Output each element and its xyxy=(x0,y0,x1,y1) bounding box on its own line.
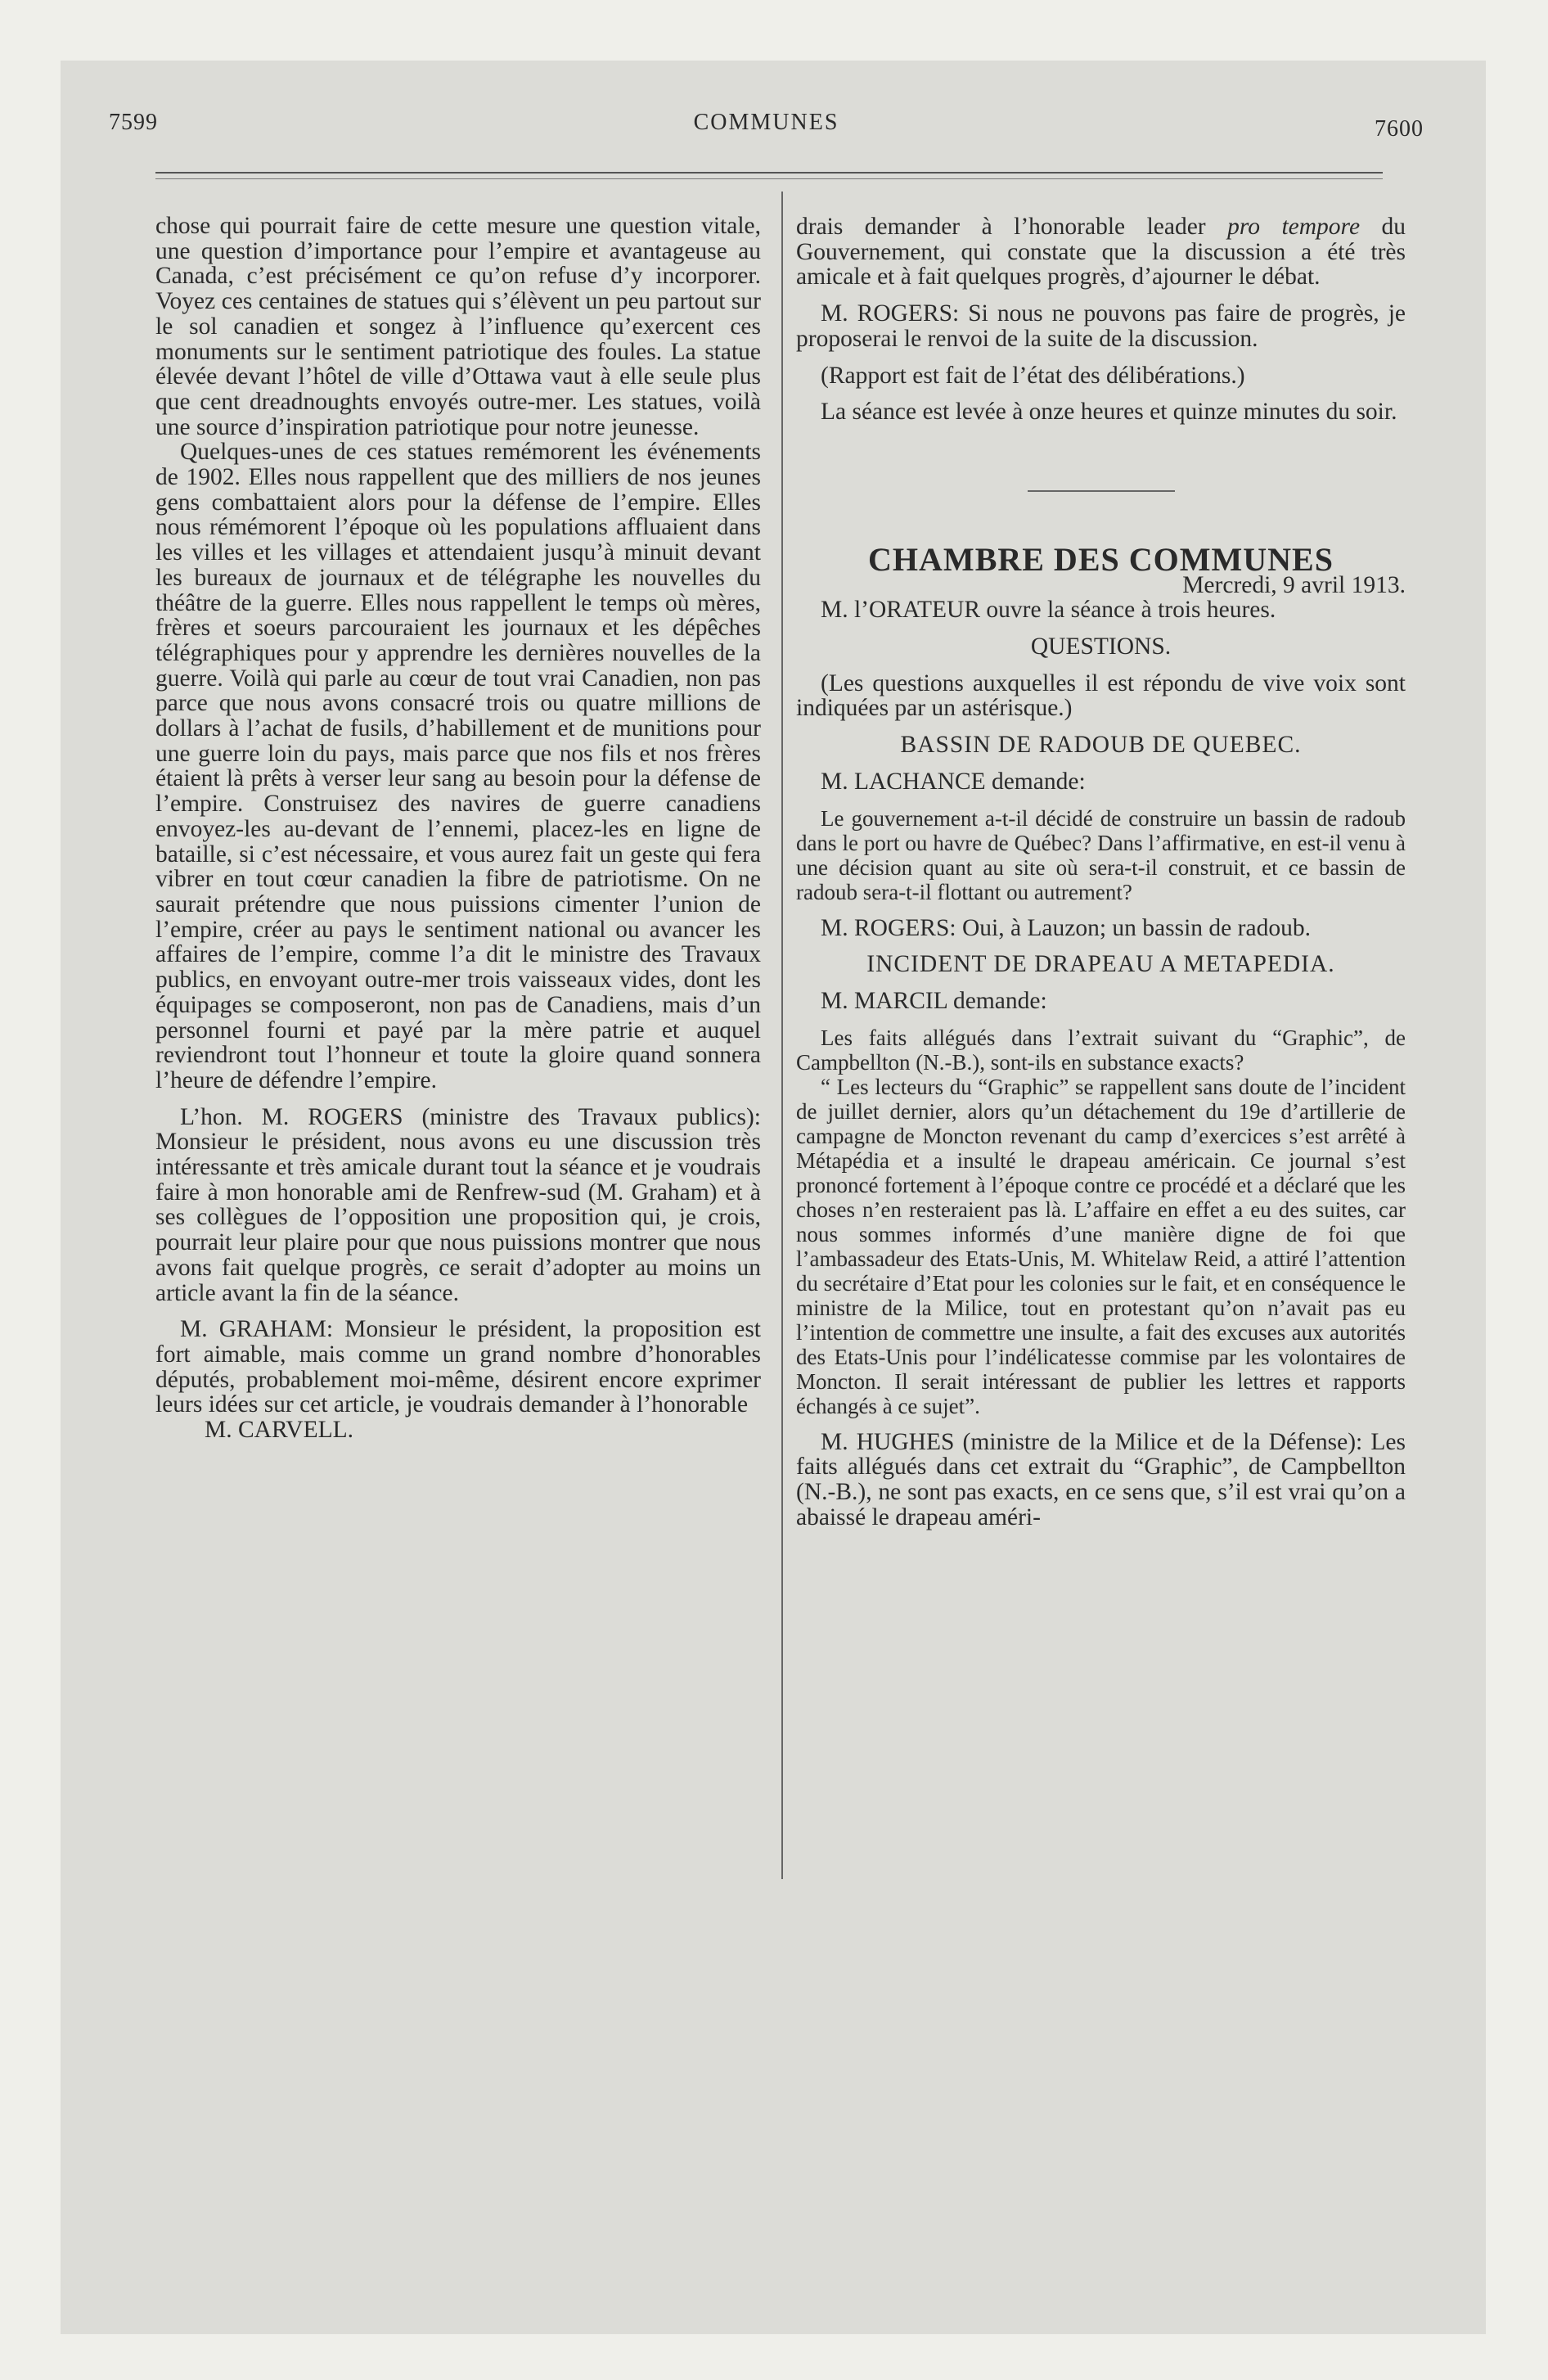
header-rule xyxy=(155,172,1383,174)
quoted-question: Le gouvernement a-t-il décidé de construire un bassin de radoub dans le port ou havre de Québec? Dans l’affirmative, en est-il venu à une décision quant au site où sera-t-il construit, et ce bassin de radoub sera-t-il flottant ou autrement? xyxy=(796,805,1406,904)
left-column xyxy=(155,214,761,1443)
right-paragraph: (Rapport est fait de l’état des délibérations.) xyxy=(821,362,1245,389)
right-paragraph: M. LACHANCE demande: xyxy=(821,768,1086,795)
right-paragraph xyxy=(796,214,1406,290)
right-column xyxy=(796,214,1406,1530)
left-paragraph: chose qui pourrait faire de cette mesure une question vitale, une question d’importance pour l’empire et avantageuse au Canada, c’est précisément ce qu’on refuse d’y incorporer. Voyez ces centaines de statues qui s’élèvent un peu partout sur le sol canadien et songez à l’influence qu’exercent ces monuments sur le sentiment patriotique des foules. La statue élevée devant l’hôtel de ville d’Ottawa vaut à elle seule plus que cent dreadnoughts envoyés outre-mer. Les statues, voilà une source d’inspiration patriotique pour notre jeunesse. xyxy=(155,213,761,440)
right-paragraph: M. MARCIL demande: xyxy=(821,987,1047,1014)
quoted-question: Les faits allégués dans l’extrait suivant du “Graphic”, de Campbellton (N.-B.), sont-ils en substance exacts? xyxy=(796,1025,1406,1075)
text-run: drais demander à l’honorable leader xyxy=(796,214,1228,240)
speaker-name: M. CARVELL. xyxy=(205,1417,354,1444)
text-run: du Gouvernement, qui constate que la discussion a été très amicale et à fait quelques progrès, d’ajourner le débat. xyxy=(796,214,1406,291)
page-header xyxy=(109,110,1424,151)
right-paragraph: M. ROGERS: Si nous ne pouvons pas faire de progrès, je proposerai le renvoi de la suite de la discussion. xyxy=(796,300,1406,352)
page-number-left: 7599 xyxy=(109,110,158,135)
right-paragraph: M. HUGHES (ministre de la Milice et de la Défense): Les faits allégués dans cet extrait du “Graphic”, de Campbellton (N.-B.), ne sont pas exacts, en ce sens que, s’il est vrai qu’on a abaissé le drapeau améri- xyxy=(796,1428,1406,1530)
right-paragraph: M. ROGERS: Oui, à Lauzon; un bassin de radoub. xyxy=(821,914,1311,941)
subheading-incident: INCIDENT DE DRAPEAU A METAPEDIA. xyxy=(866,951,1335,978)
page-title: COMMUNES xyxy=(693,110,839,135)
sitting-date: Mercredi, 9 avril 1913. xyxy=(1182,571,1406,598)
right-paragraph: M. l’ORATEUR ouvre la séance à trois heures. xyxy=(821,597,1276,624)
italic-text: pro tempore xyxy=(1227,214,1361,240)
questions-heading: QUESTIONS. xyxy=(1030,633,1172,660)
chamber-title: CHAMBRE DES COMMUNES xyxy=(868,540,1334,578)
left-paragraph: L’hon. M. ROGERS (ministre des Travaux publics): Monsieur le président, nous avons eu une discussion très intéressante et très amicale durant tout la séance et je voudrais faire à mon honorable ami de Renfrew-sud (M. Graham) et à ses collègues de l’opposition une proposition qui, je crois, pourrait leur plaire pour que nous puissions montrer que nous avons fait quelque progrès, ce serait d’adopter au moins un article avant la fin de la séance. xyxy=(155,1103,761,1306)
column-divider xyxy=(781,192,783,1879)
section-separator xyxy=(1028,490,1175,492)
right-paragraph: (Les questions auxquelles il est répondu de vive voix sont indiquées par un astérisque.) xyxy=(796,669,1406,722)
left-paragraph: Quelques-unes de ces statues remémorent les événements de 1902. Elles nous rappellent que des milliers de nos jeunes gens combattaient alors pour la défense de l’empire. Elles nous rémémorent l’époque où les populations affluaient dans les villes et les villages et attendaient jusqu’à minuit devant les bureaux de journaux et de télégraphe les nouvelles du théâtre de la guerre. Elles nous rappellent le temps où mères, frères et soeurs parcouraient les journaux et les dépêches télégraphiques pour y apprendre les dernières nouvelles de la guerre. Voilà qui parle au cœur de tout vrai Canadien, non pas parce que nous avons consacré trois ou quatre millions de dollars à l’achat de fusils, d’habillement et de munitions pour une guerre loin du pays, mais parce que nos fils et nos frères étaient là prêts à verser leur sang au besoin pour la défense de l’empire. Construisez des navires de guerre canadiens envoyez-les au-devant de l’ennemi, placez-les en ligne de bataille, si c’est nécessaire, et vous aurez fait un geste qui fera vibrer en tout cœur canadien la fibre de patriotisme. On ne saurait prétendre que nous puissions cimenter l’union de l’empire, créer au pays le sentiment national ou avancer les affaires de l’empire, comme l’a dit le ministre des Travaux publics, en envoyant outre-mer trois vaisseaux vides, dont les équipages se composeront, non pas de Canadiens, mais d’un personnel fourni et payé par la mère patrie et auquel reviendront tout l’honneur et toute la gloire quand sonnera l’heure de défendre l’empire. xyxy=(155,439,761,1093)
page-number-right: 7600 xyxy=(1375,116,1424,142)
subheading-bassin: BASSIN DE RADOUB DE QUEBEC. xyxy=(900,732,1302,759)
right-paragraph: La séance est levée à onze heures et quinze minutes du soir. xyxy=(821,399,1397,426)
left-paragraph: M. GRAHAM: Monsieur le président, la proposition est fort aimable, mais comme un grand nombre d’honorables députés, probablement moi-même, désirent encore exprimer leurs idées sur cet article, je voudrais demander à l’honorable xyxy=(155,1316,761,1418)
header-rule-thin xyxy=(155,178,1383,179)
quoted-extract: “ Les lecteurs du “Graphic” se rappellent sans doute de l’incident de juillet dernier, alors qu’un détachement du 19e d’artillerie de campagne de Moncton revenant du camp d’exercices s’est arrêté à Métapédia et a insulté le drapeau américain. Ce journal s’est prononcé fortement à l’époque contre ce procédé et a déclaré que les choses n’en resteraient pas là. L’affaire en effet a eu des suites, car nous sommes informés d’une manière digne de foi que l’ambassadeur des Etats-Unis, M. Whitelaw Reid, a attiré l’attention du secrétaire d’Etat pour les colonies sur le fait, et en conséquence le ministre de la Milice, tout en protestant qu’on n’avait pas eu l’intention de commettre une insulte, a fait des excuses aux autorités des Etats-Unis pour l’indélicatesse commise par les volontaires de Moncton. Il serait intéressant de publier les lettres et rapports échangés à ce sujet”. xyxy=(796,1074,1406,1418)
